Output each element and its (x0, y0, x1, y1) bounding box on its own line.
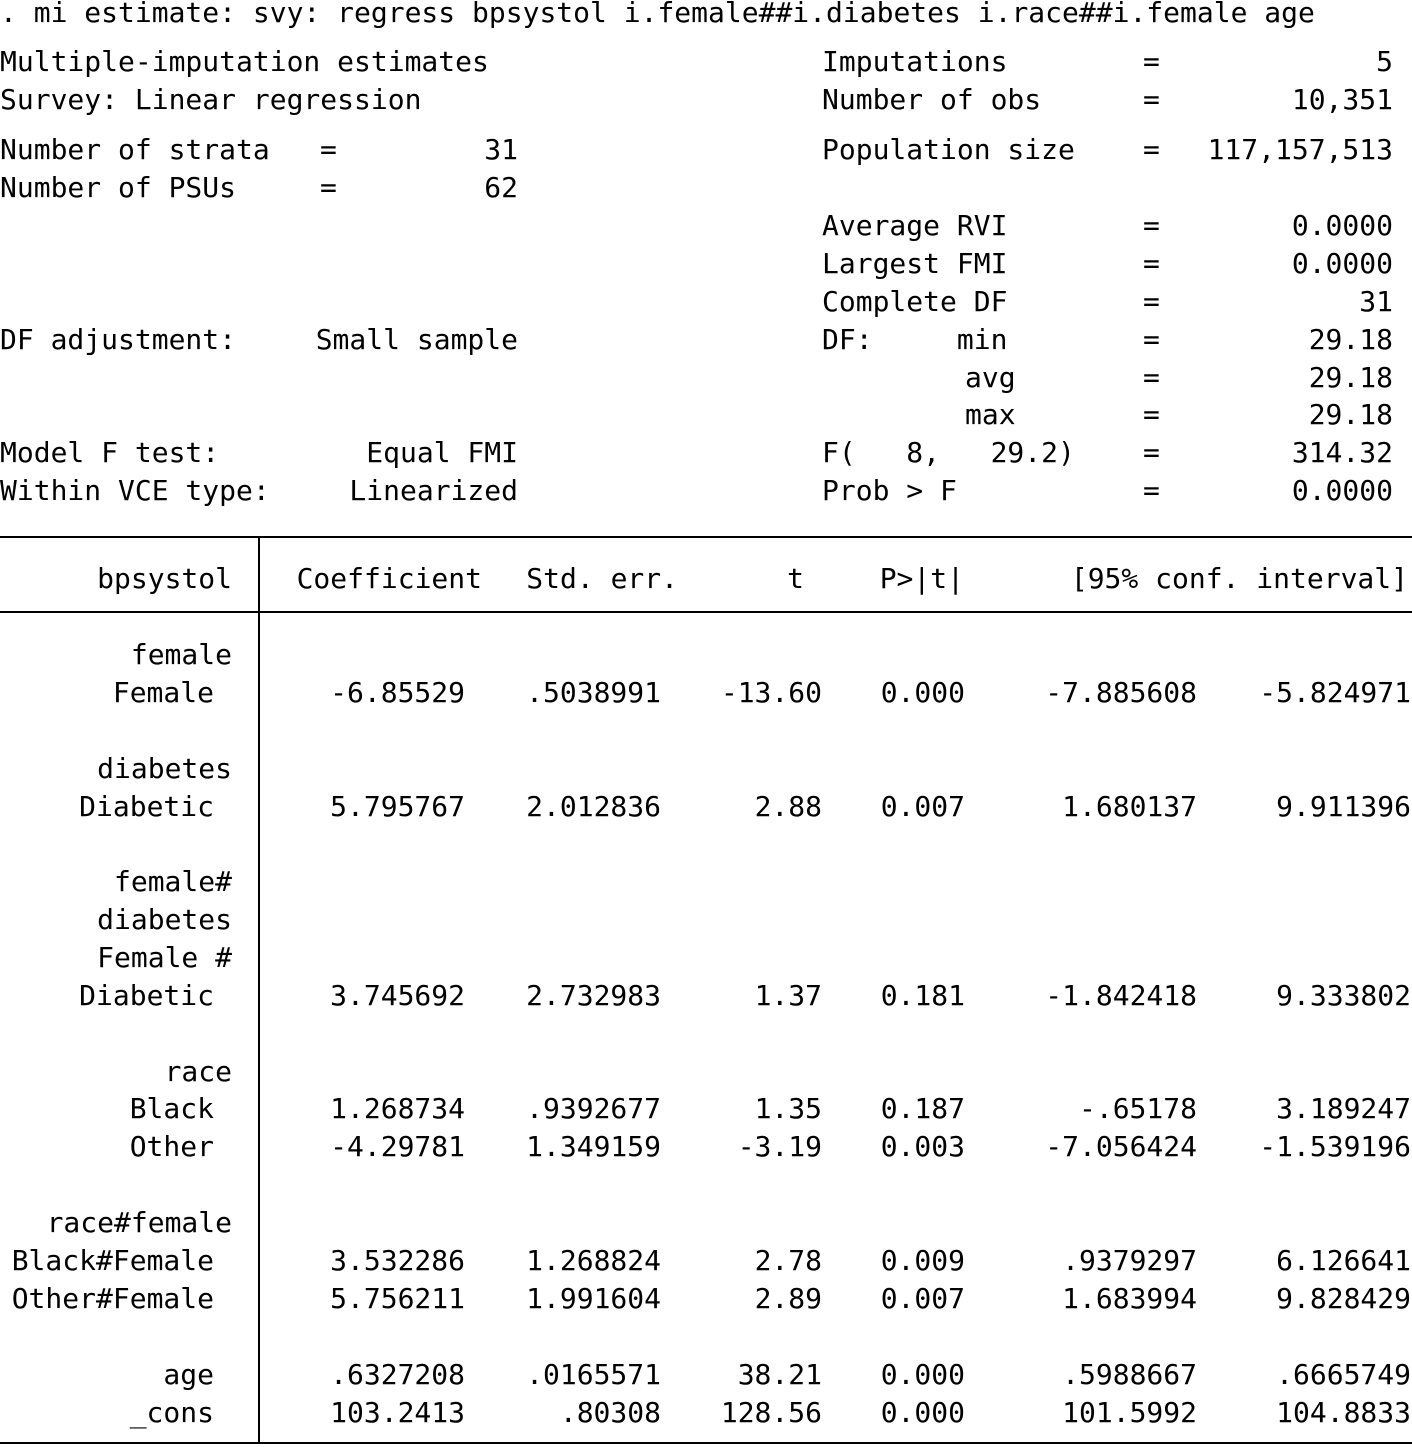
prob-f-label: Prob > F (822, 474, 957, 507)
ci-lower-cell: -.65178 (1078, 1092, 1197, 1125)
ci-upper-cell: 9.828429 (1276, 1282, 1411, 1315)
ci-lower-cell: 1.680137 (1062, 790, 1197, 823)
row-label: Diabetic (79, 979, 214, 1012)
t-stat-cell: 128.56 (720, 1396, 822, 1429)
ci-upper-cell: 3.189247 (1276, 1092, 1411, 1125)
strata-label: Number of strata (0, 133, 270, 166)
complete-df-eq: = (1143, 285, 1160, 318)
row-label: Other (129, 1130, 214, 1163)
ci-lower-cell: .9379297 (1062, 1244, 1197, 1277)
factor-group-label: race (164, 1055, 232, 1088)
t-stat-cell: -3.19 (737, 1130, 822, 1163)
coefficient-cell: 5.795767 (330, 790, 465, 823)
t-stat-cell: 2.78 (754, 1244, 822, 1277)
row-label: Other#Female (11, 1282, 214, 1315)
coefficient-cell: 5.756211 (330, 1282, 465, 1315)
t-stat-cell: 2.88 (754, 790, 822, 823)
ci-upper-cell: 104.8833 (1276, 1396, 1411, 1429)
population-size-value: 117,157,513 (1207, 133, 1393, 166)
std-err-cell: .0165571 (526, 1358, 661, 1391)
ci-upper-cell: 6.126641 (1276, 1244, 1411, 1277)
imputations-value: 5 (1376, 45, 1393, 78)
coefficient-cell: 103.2413 (330, 1396, 465, 1429)
population-size-label: Population size (822, 133, 1075, 166)
p-value-cell: 0.181 (880, 979, 965, 1012)
command-line: . mi estimate: svy: regress bpsystol i.female##i.diabetes i.race##i.female age (0, 0, 1315, 29)
table-top-rule (0, 536, 1412, 538)
t-stat-cell: 1.35 (754, 1092, 822, 1125)
ci-lower-cell: 101.5992 (1062, 1396, 1197, 1429)
psu-label: Number of PSUs (0, 171, 237, 204)
largest-fmi-label: Largest FMI (822, 247, 1008, 280)
factor-group-label: diabetes (97, 752, 232, 785)
df-adjustment-value: Small sample (315, 323, 518, 356)
coefficient-cell: 3.532286 (330, 1244, 465, 1277)
p-value-cell: 0.007 (880, 790, 965, 823)
coefficient-cell: -4.29781 (330, 1130, 465, 1163)
df-min-value: 29.18 (1308, 323, 1393, 356)
p-value-cell: 0.007 (880, 1282, 965, 1315)
row-label: Diabetic (79, 790, 214, 823)
df-max-eq: = (1143, 398, 1160, 431)
row-label: Female (112, 676, 214, 709)
col-p-value: P>|t| (879, 562, 964, 595)
p-value-cell: 0.000 (880, 1358, 965, 1391)
std-err-cell: .5038991 (526, 676, 661, 709)
strata-value: 31 (484, 133, 518, 166)
nobs-value: 10,351 (1291, 83, 1393, 116)
depvar-header: bpsystol (97, 562, 232, 595)
largest-fmi-eq: = (1143, 247, 1160, 280)
t-stat-cell: 38.21 (737, 1358, 822, 1391)
col-std-err: Std. err. (526, 562, 678, 595)
average-rvi-eq: = (1143, 209, 1160, 242)
p-value-cell: 0.187 (880, 1092, 965, 1125)
average-rvi-label: Average RVI (822, 209, 1008, 242)
ci-upper-cell: -1.539196 (1259, 1130, 1411, 1163)
std-err-cell: 2.732983 (526, 979, 661, 1012)
coefficient-cell: -6.85529 (330, 676, 465, 709)
row-label: age (163, 1358, 214, 1391)
prob-f-eq: = (1143, 474, 1160, 507)
nobs-label: Number of obs (822, 83, 1042, 116)
psu-value: 62 (484, 171, 518, 204)
model-f-test-value: Equal FMI (366, 436, 518, 469)
row-label: _cons (129, 1396, 214, 1429)
factor-group-label: Female # (97, 941, 232, 974)
population-size-eq: = (1143, 133, 1160, 166)
std-err-cell: 2.012836 (526, 790, 661, 823)
factor-group-label: female (130, 638, 232, 671)
col-conf-interval: [95% conf. interval] (1070, 562, 1408, 595)
prob-f-value: 0.0000 (1291, 474, 1393, 507)
std-err-cell: .80308 (559, 1396, 661, 1429)
table-header-rule (0, 611, 1412, 613)
header-title: Multiple-imputation estimates (0, 45, 489, 78)
p-value-cell: 0.000 (880, 1396, 965, 1429)
p-value-cell: 0.003 (880, 1130, 965, 1163)
p-value-cell: 0.009 (880, 1244, 965, 1277)
df-adjustment-label: DF adjustment: (0, 323, 237, 356)
complete-df-value: 31 (1359, 285, 1393, 318)
col-t: t (787, 562, 804, 595)
strata-eq: = (320, 133, 337, 166)
ci-upper-cell: .6665749 (1276, 1358, 1411, 1391)
df-max-value: 29.18 (1308, 398, 1393, 431)
ci-lower-cell: -1.842418 (1045, 979, 1197, 1012)
col-coefficient: Coefficient (296, 562, 482, 595)
std-err-cell: 1.349159 (526, 1130, 661, 1163)
df-min-eq: = (1143, 323, 1160, 356)
f-stat-eq: = (1143, 436, 1160, 469)
ci-upper-cell: 9.911396 (1276, 790, 1411, 823)
df-max-label: max (965, 398, 1016, 431)
psu-eq: = (320, 171, 337, 204)
std-err-cell: .9392677 (526, 1092, 661, 1125)
imputations-eq: = (1143, 45, 1160, 78)
ci-lower-cell: 1.683994 (1062, 1282, 1197, 1315)
ci-lower-cell: -7.056424 (1045, 1130, 1197, 1163)
coefficient-cell: 1.268734 (330, 1092, 465, 1125)
header-subtitle: Survey: Linear regression (0, 83, 422, 116)
row-label: Black#Female (11, 1244, 214, 1277)
ci-upper-cell: -5.824971 (1259, 676, 1411, 709)
std-err-cell: 1.268824 (526, 1244, 661, 1277)
df-avg-value: 29.18 (1308, 361, 1393, 394)
p-value-cell: 0.000 (880, 676, 965, 709)
nobs-eq: = (1143, 83, 1160, 116)
ci-lower-cell: -7.885608 (1045, 676, 1197, 709)
df-avg-eq: = (1143, 361, 1160, 394)
ci-upper-cell: 9.333802 (1276, 979, 1411, 1012)
vce-type-value: Linearized (349, 474, 518, 507)
coefficient-cell: 3.745692 (330, 979, 465, 1012)
df-min-label: DF: min (822, 323, 1008, 356)
complete-df-label: Complete DF (822, 285, 1008, 318)
row-label: Black (129, 1092, 214, 1125)
t-stat-cell: -13.60 (720, 676, 822, 709)
average-rvi-value: 0.0000 (1291, 209, 1393, 242)
table-bottom-rule (0, 1442, 1412, 1444)
vce-type-label: Within VCE type: (0, 474, 270, 507)
factor-group-label: female# (113, 865, 232, 898)
std-err-cell: 1.991604 (526, 1282, 661, 1315)
f-stat-value: 314.32 (1291, 436, 1393, 469)
largest-fmi-value: 0.0000 (1291, 247, 1393, 280)
imputations-label: Imputations (822, 45, 1008, 78)
factor-group-label: diabetes (97, 903, 232, 936)
f-stat-label: F( 8, 29.2) (822, 436, 1075, 469)
model-f-test-label: Model F test: (0, 436, 220, 469)
t-stat-cell: 2.89 (754, 1282, 822, 1315)
ci-lower-cell: .5988667 (1062, 1358, 1197, 1391)
t-stat-cell: 1.37 (754, 979, 822, 1012)
factor-group-label: race#female (46, 1206, 232, 1239)
df-avg-label: avg (965, 361, 1016, 394)
coefficient-cell: .6327208 (330, 1358, 465, 1391)
